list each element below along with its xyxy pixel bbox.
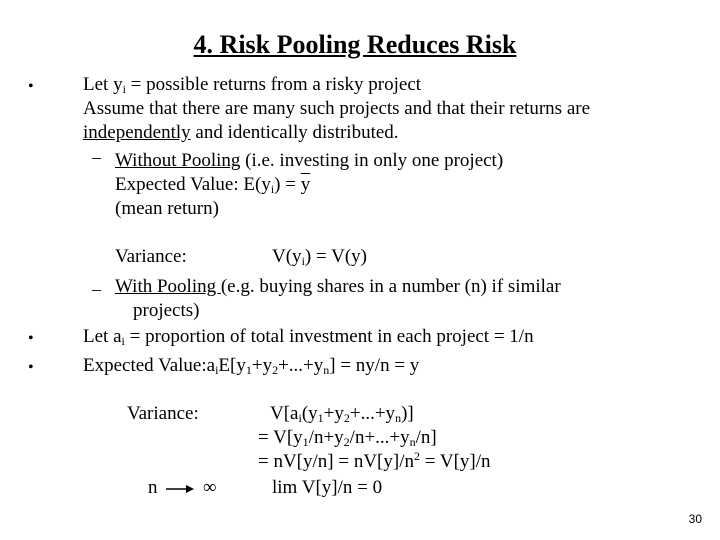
line-expected-value-pooled: Expected $Value:a_iE[y_1+y_2+...+y_n] = ny/n = y$ [83,355,420,377]
page-number: 30 [688,512,702,526]
line-without-pooling: Without Pooling (i.e. investing in only one project) [115,150,504,171]
bullet-icon: • [28,330,34,347]
infinity-symbol: ∞ [203,477,217,498]
dash-icon: – [92,147,101,167]
slide-title: 4. Risk Pooling Reduces Risk [193,30,517,59]
line-variance-pooled-1: $V[a_i(y_1+y_2+...+y_n)]$ [270,403,414,425]
line-expected-value-single: Expected Value: $E(y_i) = \overline{y}$ [115,174,311,196]
line-let-yi: Let $y_i$ = possible returns from a risky project [83,74,422,96]
dash-icon: – [92,279,101,299]
limit-expression: n ∞ [148,477,217,498]
line-let-ai: Let $a_i$ = proportion of total investment in each project = 1/n [83,326,534,348]
line-mean-return: (mean return) [115,198,219,219]
line-variance-single-value: $V(y_i) = V(y)$ [272,246,367,268]
line-assume: Assume that there are many such projects and that their returns are [83,98,591,119]
line-variance-pooled-label: Variance: [127,403,199,424]
line-variance-pooled-2: = $V[y_1/n+y_2/n+...+y_n/n]$ [258,427,437,449]
line-projects: projects) [133,300,200,321]
bullet-icon: • [28,78,34,95]
line-independently: independently and identically distributed. [83,122,399,143]
line-with-pooling: With Pooling (e.g. buying shares in a number (n) if similar [115,276,561,297]
line-variance-single-label: Variance: [115,246,187,267]
line-limit: lim V[y]/n = 0 [272,477,383,498]
right-arrow-icon [166,484,194,494]
bullet-icon: • [28,359,34,376]
line-variance-pooled-3: = $nV[y/n] = nV[y]/n^2 = V[y]/n$ [258,449,491,472]
